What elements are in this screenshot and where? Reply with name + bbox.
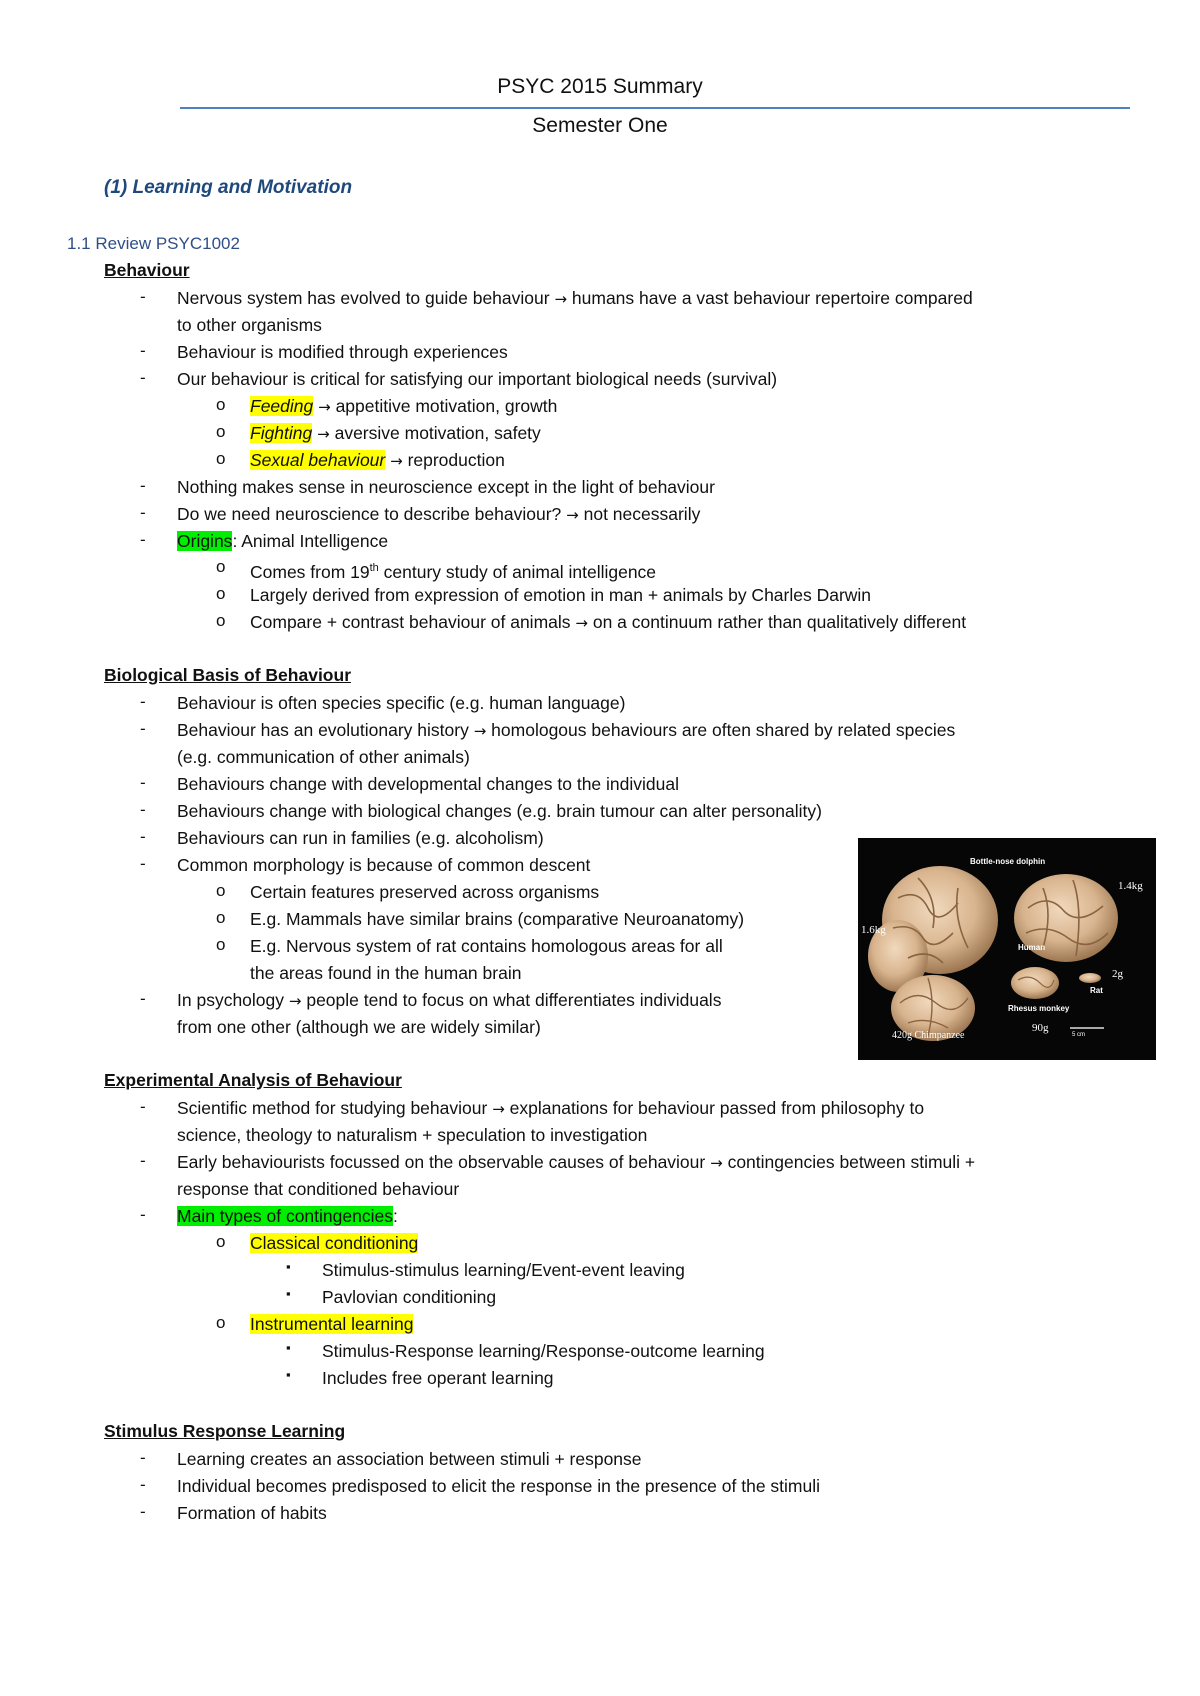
bullet-circle: o (216, 422, 226, 441)
label-rat: Rat (1090, 986, 1103, 995)
need-fighting: Fighting → aversive motivation, safety (250, 423, 541, 443)
biological-point-6: Common morphology is because of common descent (177, 855, 591, 875)
origins-point-3: Compare + contrast behaviour of animals → on a continuum rather than qualitatively different (250, 612, 967, 632)
experimental-point-1-cont: science, theology to naturalism + speculation to investigation (177, 1125, 648, 1145)
instrumental-point-1: Stimulus-Response learning/Response-outcome learning (322, 1341, 765, 1361)
arrow-icon: → (566, 506, 579, 524)
bullet-circle: o (216, 611, 226, 630)
rat-brain (1079, 973, 1101, 983)
label-rhesus: Rhesus monkey (1008, 1004, 1070, 1013)
bullet-dash: - (140, 503, 146, 522)
bullet-circle: o (216, 557, 226, 576)
bullet-circle: o (216, 908, 226, 927)
arrow-icon: → (575, 614, 588, 632)
biological-point-5: Behaviours can run in families (e.g. alcoholism) (177, 828, 544, 848)
bullet-dash: - (140, 287, 146, 306)
experimental-point-2: Early behaviourists focussed on the observable causes of behaviour → contingencies between stimuli + (177, 1152, 976, 1172)
bullet-dash: - (140, 692, 146, 711)
bullet-dash: - (140, 476, 146, 495)
bullet-dash: - (140, 368, 146, 387)
document-subtitle: Semester One (532, 114, 668, 137)
bullet-dash: - (140, 1151, 146, 1170)
behaviour-origins: Origins: Animal Intelligence (177, 531, 389, 551)
bullet-dash: - (140, 1205, 146, 1224)
behaviour-point-5: Do we need neuroscience to describe behaviour? → not necessarily (177, 504, 701, 524)
bullet-circle: o (216, 1232, 226, 1251)
bullet-dash: - (140, 530, 146, 549)
experimental-point-1: Scientific method for studying behaviour → explanations for behaviour passed from philosophy to (177, 1098, 925, 1118)
need-feeding: Feeding → appetitive motivation, growth (250, 396, 558, 416)
experimental-analysis-heading: Experimental Analysis of Behaviour (104, 1070, 402, 1090)
biological-point-4: Behaviours change with biological changes (e.g. brain tumour can alter personality) (177, 801, 822, 821)
bullet-square: ▪ (286, 1286, 291, 1301)
bullet-circle: o (216, 584, 226, 603)
bullet-dash: - (140, 827, 146, 846)
arrow-icon: → (317, 425, 330, 443)
instrumental-learning: Instrumental learning (250, 1314, 414, 1334)
bullet-dash: - (140, 1448, 146, 1467)
biological-point-3: Behaviours change with developmental changes to the individual (177, 774, 679, 794)
biological-point-2: Behaviour has an evolutionary history → homologous behaviours are often shared by related species (177, 720, 956, 740)
brain-comparison-image (858, 838, 1156, 1060)
bullet-square: ▪ (286, 1259, 291, 1274)
label-rat-weight: 2g (1112, 968, 1123, 980)
classical-conditioning: Classical conditioning (250, 1233, 419, 1253)
instrumental-point-2: Includes free operant learning (322, 1368, 554, 1388)
chapter-heading: (1) Learning and Motivation (104, 177, 353, 198)
arrow-icon: → (710, 1154, 723, 1172)
title-rule (180, 107, 1130, 109)
document-title: PSYC 2015 Summary (497, 75, 703, 98)
bullet-square: ▪ (286, 1367, 291, 1382)
bullet-circle: o (216, 1313, 226, 1332)
bullet-dash: - (140, 719, 146, 738)
arrow-icon: → (390, 452, 403, 470)
bullet-dash: - (140, 989, 146, 1008)
bullet-circle: o (216, 395, 226, 414)
bullet-dash: - (140, 800, 146, 819)
bullet-dash: - (140, 854, 146, 873)
classical-point-2: Pavlovian conditioning (322, 1287, 497, 1307)
arrow-icon: → (318, 398, 331, 416)
origins-point-1: Comes from 19th century study of animal intelligence (250, 561, 657, 582)
bullet-circle: o (216, 935, 226, 954)
morphology-point-3-cont: the areas found in the human brain (250, 963, 522, 983)
label-dolphin: Bottle-nose dolphin (970, 857, 1046, 866)
stimulus-point-3: Formation of habits (177, 1503, 327, 1523)
arrow-icon: → (288, 992, 302, 1010)
morphology-point-1: Certain features preserved across organisms (250, 882, 600, 902)
origins-point-2: Largely derived from expression of emotion in man + animals by Charles Darwin (250, 585, 872, 605)
stimulus-point-1: Learning creates an association between stimuli + response (177, 1449, 642, 1469)
label-dolphin-weight: 1.6kg (861, 924, 886, 936)
behaviour-heading: Behaviour (104, 260, 190, 280)
arrow-icon: → (473, 722, 487, 740)
stimulus-response-heading: Stimulus Response Learning (104, 1421, 346, 1441)
bullet-dash: - (140, 1097, 146, 1116)
behaviour-point-1: Nervous system has evolved to guide behaviour → humans have a vast behaviour repertoire compared (177, 288, 973, 308)
contingency-types: Main types of contingencies: (177, 1206, 398, 1226)
stimulus-point-2: Individual becomes predisposed to elicit the response in the presence of the stimuli (177, 1476, 821, 1496)
label-rhesus-weight: 90g (1032, 1022, 1049, 1034)
biological-point-2-cont: (e.g. communication of other animals) (177, 747, 470, 767)
bullet-dash: - (140, 773, 146, 792)
behaviour-point-1-cont: to other organisms (177, 315, 322, 335)
section-heading: 1.1 Review PSYC1002 (67, 234, 240, 253)
arrow-icon: → (554, 290, 568, 308)
classical-point-1: Stimulus-stimulus learning/Event-event leaving (322, 1260, 685, 1280)
behaviour-point-4: Nothing makes sense in neuroscience except in the light of behaviour (177, 477, 715, 497)
morphology-point-3: E.g. Nervous system of rat contains homologous areas for all (250, 936, 723, 956)
arrow-icon: → (492, 1100, 505, 1118)
label-human-weight: 1.4kg (1118, 880, 1143, 892)
rhesus-monkey-brain (1011, 967, 1059, 999)
bullet-square: ▪ (286, 1340, 291, 1355)
bullet-dash: - (140, 341, 146, 360)
biological-basis-heading: Biological Basis of Behaviour (104, 665, 351, 685)
behaviour-point-3: Our behaviour is critical for satisfying our important biological needs (survival) (177, 369, 778, 389)
bullet-dash: - (140, 1475, 146, 1494)
biological-point-1: Behaviour is often species specific (e.g. human language) (177, 693, 626, 713)
bullet-circle: o (216, 449, 226, 468)
morphology-point-2: E.g. Mammals have similar brains (comparative Neuroanatomy) (250, 909, 745, 929)
label-scale: 5 cm (1072, 1032, 1086, 1038)
need-sexual-behaviour: Sexual behaviour → reproduction (250, 450, 505, 470)
label-chimpanzee: 420g Chimpanzee (892, 1030, 965, 1041)
behaviour-point-2: Behaviour is modified through experiences (177, 342, 508, 362)
biological-point-7: In psychology → people tend to focus on what differentiates individuals (177, 990, 722, 1010)
label-human: Human (1018, 943, 1046, 952)
biological-point-7-cont: from one other (although we are widely similar) (177, 1017, 541, 1037)
bullet-circle: o (216, 881, 226, 900)
bullet-dash: - (140, 1502, 146, 1521)
experimental-point-2-cont: response that conditioned behaviour (177, 1179, 460, 1199)
